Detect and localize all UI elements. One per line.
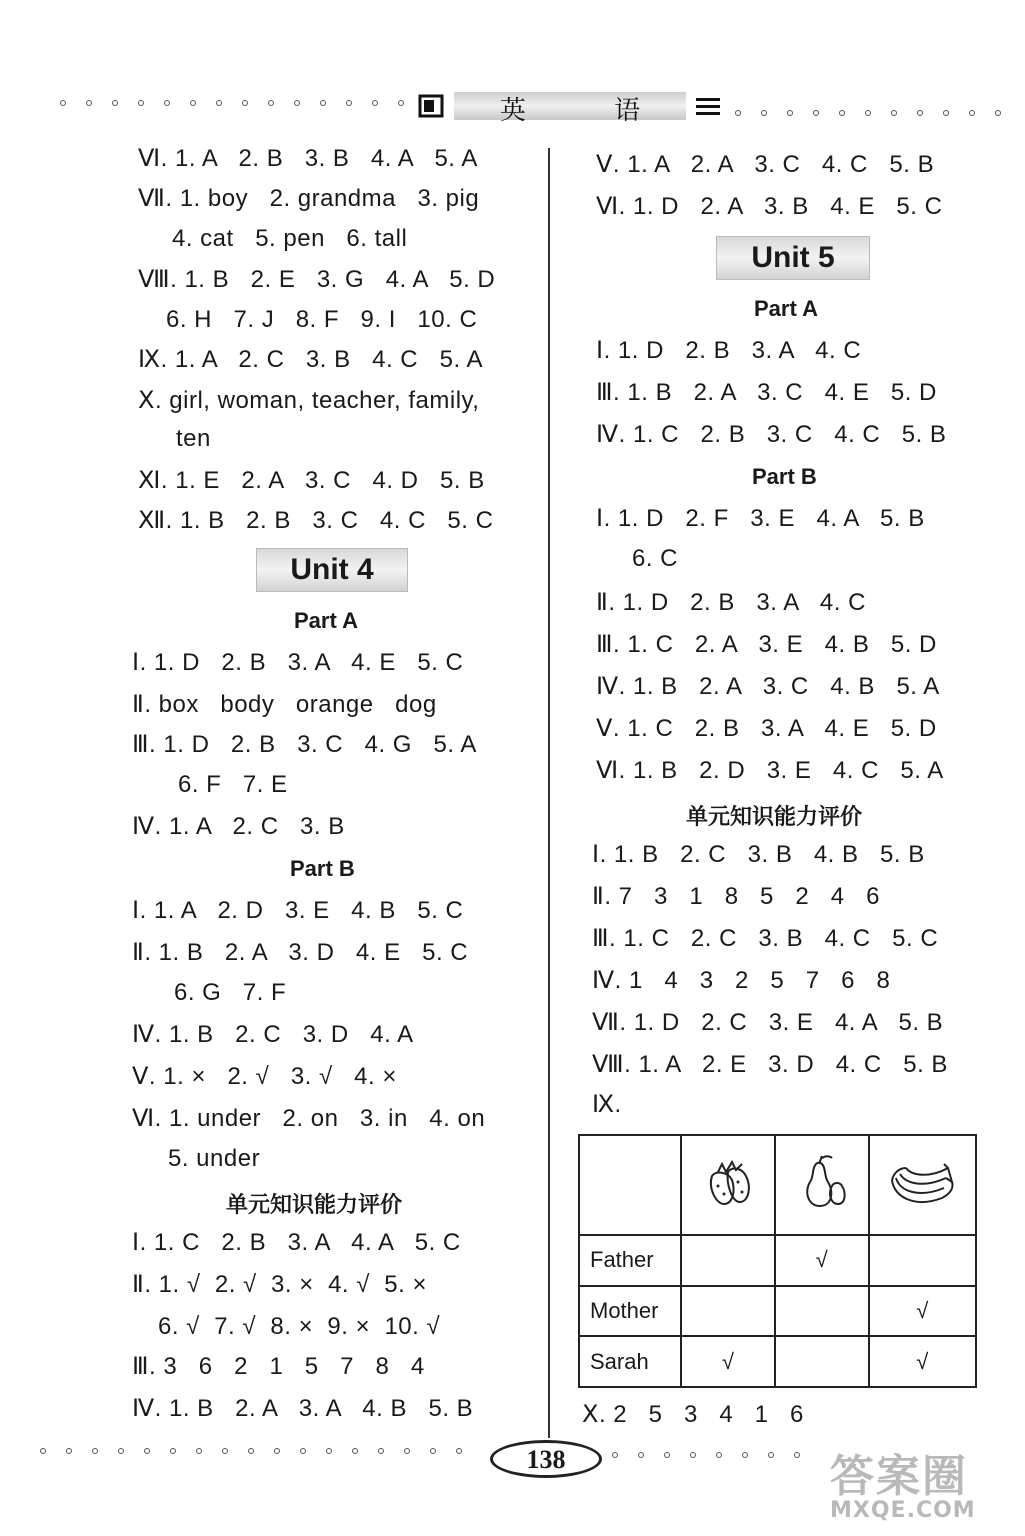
section-heading: 单元知识能力评价 (686, 804, 863, 829)
watermark (830, 1440, 1020, 1530)
answer-line: Ⅹ. girl, woman, teacher, family, (138, 387, 480, 414)
answer-line: Ⅰ. 1. D 2. F 3. E 4. A 5. B (596, 505, 925, 532)
answer-line: Ⅰ. 1. A 2. D 3. E 4. B 5. C (132, 897, 464, 924)
answer-line: 6. F 7. E (178, 771, 288, 798)
section-heading: Part B (752, 464, 817, 489)
answer-line: Ⅳ. 1 4 3 2 5 7 6 8 (592, 967, 891, 994)
answer-line: Ⅰ. 1. C 2. B 3. A 4. A 5. C (132, 1229, 461, 1256)
answer-line: ten (176, 425, 211, 452)
fruit-table (578, 1134, 977, 1388)
table-cell (869, 1235, 977, 1286)
answer-line: Ⅵ. 1. under 2. on 3. in 4. on (132, 1105, 486, 1132)
header-dots-left (60, 100, 410, 110)
answer-line: Ⅳ. 1. A 2. C 3. B (132, 813, 345, 840)
row-name: Father (579, 1235, 681, 1286)
answer-line: Ⅶ. 1. boy 2. grandma 3. pig (138, 185, 480, 212)
answer-line: Ⅰ. 1. D 2. B 3. A 4. E 5. C (132, 649, 464, 676)
answer-line: Ⅸ. 1. A 2. C 3. B 4. C 5. A (138, 346, 484, 373)
answer-line: Ⅷ. 1. A 2. E 3. D 4. C 5. B (592, 1051, 948, 1078)
answer-line: Ⅱ. 1. B 2. A 3. D 4. E 5. C (132, 939, 469, 966)
section-heading: 单元知识能力评价 (226, 1192, 403, 1217)
table-cell (775, 1286, 869, 1337)
answer-line: Ⅲ. 1. C 2. A 3. E 4. B 5. D (596, 631, 937, 658)
table-cell (681, 1235, 775, 1286)
answer-line: Ⅳ. 1. C 2. B 3. C 4. C 5. B (596, 421, 947, 448)
page-header (418, 86, 724, 124)
table-cell (681, 1286, 775, 1337)
table-row (579, 1336, 976, 1387)
header-dots-right (735, 110, 1015, 120)
answer-line: Ⅴ. 1. C 2. B 3. A 4. E 5. D (596, 715, 937, 742)
answer-line: Ⅳ. 1. B 2. A 3. C 4. B 5. A (596, 673, 940, 700)
row-name: Sarah (579, 1336, 681, 1387)
answer-line: Ⅱ. 7 3 1 8 5 2 4 6 (592, 883, 880, 910)
answer-line: Ⅱ. box body orange dog (132, 691, 437, 718)
answer-line: Ⅲ. 3 6 2 1 5 7 8 4 (132, 1353, 425, 1380)
answer-line: Ⅵ. 1. A 2. B 3. B 4. A 5. A (138, 145, 478, 172)
answer-line: Ⅰ. 1. B 2. C 3. B 4. B 5. B (592, 841, 925, 868)
book-lines-icon (694, 92, 722, 120)
answer-line: Ⅻ. 1. B 2. B 3. C 4. C 5. C (138, 507, 494, 534)
table-cell: √ (775, 1235, 869, 1286)
strawberry-icon (698, 1152, 758, 1212)
table-icon-cell (681, 1135, 775, 1235)
table-row (579, 1286, 976, 1337)
answer-line: 6. G 7. F (174, 979, 287, 1006)
answer-line: Ⅰ. 1. D 2. B 3. A 4. C (596, 337, 862, 364)
subject-title: 英 语 (499, 96, 681, 126)
answer-line: Ⅹ. 2 5 3 4 1 6 (582, 1401, 804, 1428)
answer-line: Ⅸ. (592, 1091, 622, 1118)
book-icon (418, 92, 446, 120)
section-heading: Part A (754, 296, 818, 321)
footer-dots-right (612, 1452, 832, 1462)
answer-line: 4. cat 5. pen 6. tall (172, 225, 408, 252)
answer-line: Ⅳ. 1. B 2. A 3. A 4. B 5. B (132, 1395, 474, 1422)
answer-line: Ⅴ. 1. × 2. √ 3. √ 4. × (132, 1063, 397, 1090)
table-icon-cell (775, 1135, 869, 1235)
row-name: Mother (579, 1286, 681, 1337)
answer-line: Ⅳ. 1. B 2. C 3. D 4. A (132, 1021, 414, 1048)
section-heading: Part B (290, 856, 355, 881)
watermark-url: MXQE.COM (830, 1498, 976, 1523)
table-cell: √ (681, 1336, 775, 1387)
answer-line: Ⅶ. 1. D 2. C 3. E 4. A 5. B (592, 1009, 944, 1036)
answer-line: Ⅱ. 1. √ 2. √ 3. × 4. √ 5. × (132, 1271, 427, 1298)
answer-line: 6. √ 7. √ 8. × 9. × 10. √ (158, 1313, 441, 1340)
answer-line: Ⅵ. 1. D 2. A 3. B 4. E 5. C (596, 193, 943, 220)
answer-line: Ⅴ. 1. A 2. A 3. C 4. C 5. B (596, 151, 935, 178)
table-header-row (579, 1135, 976, 1235)
page-number: 138 (490, 1440, 602, 1478)
answer-line: 6. C (632, 545, 679, 572)
answer-line: Ⅵ. 1. B 2. D 3. E 4. C 5. A (596, 757, 944, 784)
answer-line: Ⅺ. 1. E 2. A 3. C 4. D 5. B (138, 467, 485, 494)
table-cell: √ (869, 1336, 977, 1387)
unit-title: Unit 4 (256, 548, 408, 592)
answer-line: Ⅲ. 1. C 2. C 3. B 4. C 5. C (592, 925, 939, 952)
answer-line: Ⅱ. 1. D 2. B 3. A 4. C (596, 589, 866, 616)
answer-line: Ⅲ. 1. D 2. B 3. C 4. G 5. A (132, 731, 477, 758)
banana-icon (886, 1152, 958, 1212)
table-row (579, 1235, 976, 1286)
table-icon-cell (869, 1135, 977, 1235)
table-cell: √ (869, 1286, 977, 1337)
table-cell (775, 1336, 869, 1387)
footer-dots-left (40, 1448, 480, 1458)
table-corner-cell (579, 1135, 681, 1235)
answer-line: Ⅷ. 1. B 2. E 3. G 4. A 5. D (138, 266, 496, 293)
unit-title: Unit 5 (716, 236, 870, 280)
section-heading: Part A (294, 608, 358, 633)
answer-line: 6. H 7. J 8. F 9. I 10. C (166, 306, 478, 333)
pear-icon (792, 1152, 852, 1212)
column-divider (548, 148, 550, 1438)
watermark-title: 答案圈 (830, 1451, 968, 1502)
answer-line: Ⅲ. 1. B 2. A 3. C 4. E 5. D (596, 379, 937, 406)
answer-line: 5. under (168, 1145, 261, 1172)
